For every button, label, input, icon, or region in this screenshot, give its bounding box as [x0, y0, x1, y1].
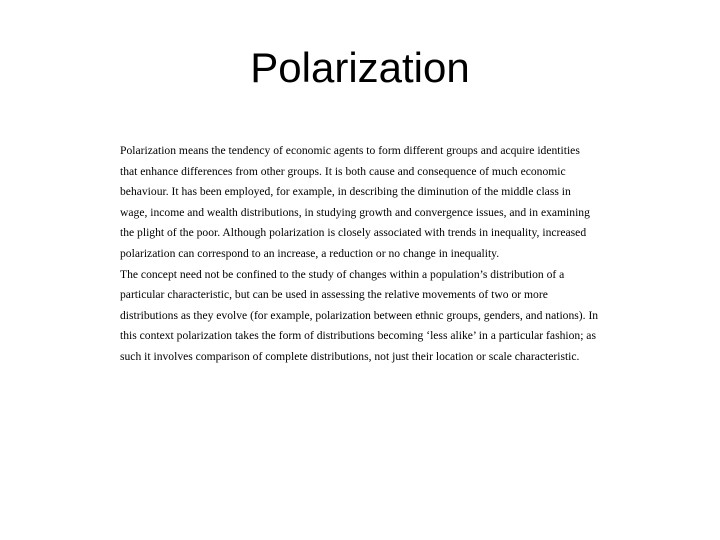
slide-body [120, 141, 600, 368]
paragraph-concept: The concept need not be confined to the study of changes within a population’s distribution of a particular characteristic, but can be used in assessing the relative movements of two or more distributions as they evolve (for example, polarization between ethnic groups, genders, and nations). In this context polarization takes the form of distributions becoming ‘less alike’ in a particular fashion; as such it involves comparison of complete distributions, not just their location or scale characteristic. [120, 267, 599, 363]
paragraph-definition: Polarization means the tendency of economic agents to form different groups and acquire identities that enhance differences from other groups. It is both cause and consequence of much economic behaviour. It has been employed, for example, in describing the diminution of the middle class in wage, income and wealth distributions, in studying growth and convergence issues, and in examining the plight of the poor. Although polarization is closely associated with trends in inequality, increased polarization can correspond to an increase, a reduction or no change in inequality. [120, 144, 590, 260]
slide-title: Polarization [250, 44, 470, 91]
